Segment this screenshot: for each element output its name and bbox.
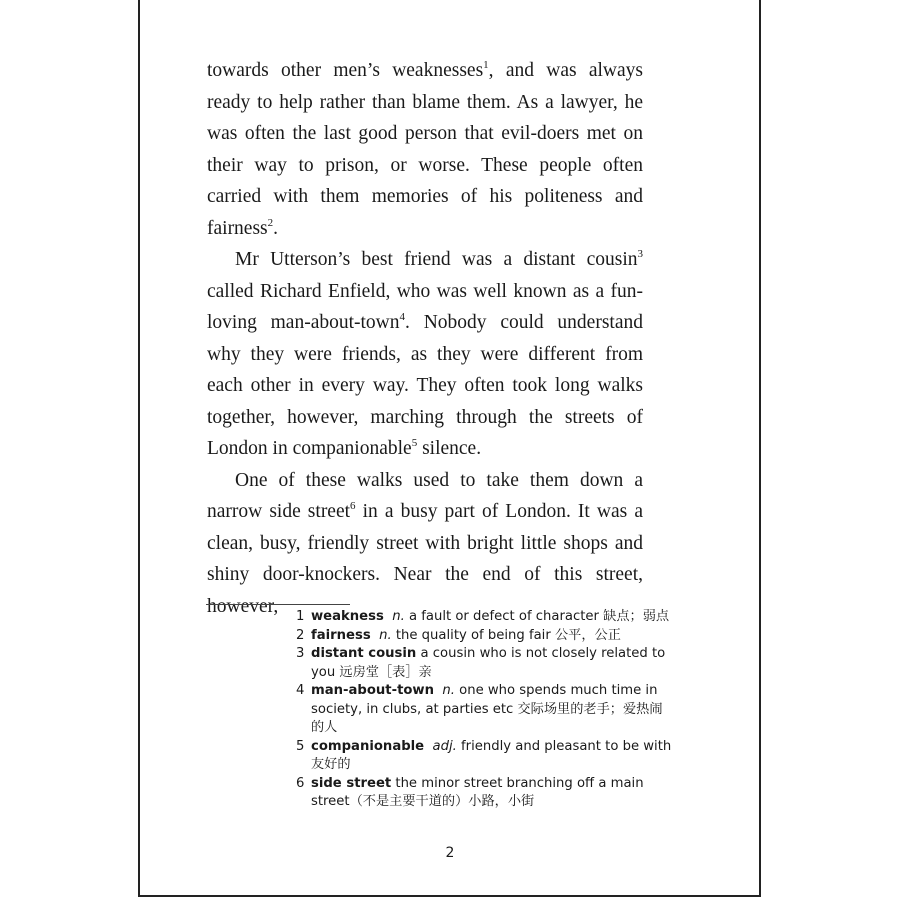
footnote-body [311, 608, 674, 627]
footnote-body [311, 775, 674, 812]
page-number: 2 [445, 845, 455, 861]
paragraph [207, 244, 643, 465]
footnote-term: weakness [311, 609, 384, 624]
footnote-item [296, 775, 674, 812]
paragraph [207, 465, 643, 623]
paragraph [207, 55, 643, 244]
paragraph-text: called Richard Enfield, who was well known as a fun-loving man-about-town [207, 280, 643, 333]
footnote-part-of-speech: n. [392, 609, 405, 624]
footnote-marker: 6 [350, 500, 356, 512]
footnotes [296, 608, 674, 812]
footnote-marker: 2 [267, 216, 274, 229]
footnote-definition: a fault or defect of character 缺点；弱点 [404, 609, 670, 624]
footnote-number: 1 [296, 609, 305, 624]
footnote-part-of-speech: n. [379, 627, 392, 643]
footnote-definition: one who spends much time in society, in clubs, at parties etc 交际场里的老手；爱热闹的人 [311, 683, 663, 735]
paragraph-text: . Nobody could understand why they were friends, as they were different from each other in every way. They often took long walks together, however, marching through the streets of London in companionable [207, 312, 643, 459]
footnote-marker: 4 [399, 311, 406, 323]
footnote-definition: a cousin who is not closely related to you 远房堂［表］亲 [311, 646, 666, 680]
paragraph-text: One of these walks used to take them down a narrow side street [207, 469, 643, 522]
footnote-number: 4 [296, 683, 305, 698]
footnote-marker: 3 [637, 248, 643, 260]
footnote-marker: 1 [483, 59, 489, 71]
footnote-definition: the minor street branching off a main street（不是主要干道的）小路，小街 [311, 775, 644, 809]
footnote-body [311, 738, 674, 775]
paragraph-text: silence. [417, 438, 482, 459]
footnote-item [296, 608, 674, 627]
footnote-definition: the quality of being fair 公平，公正 [391, 627, 621, 643]
footnote-item [296, 645, 674, 682]
footnote-term: side street [311, 775, 392, 791]
footnote-number: 3 [296, 646, 305, 661]
main-text [207, 55, 643, 622]
footnote-number: 5 [296, 738, 305, 754]
footnote-body [311, 682, 674, 738]
footnote-number: 6 [296, 775, 305, 791]
footnote-definition: friendly and pleasant to be with 友好的 [311, 738, 672, 772]
footnote-body [311, 627, 674, 646]
footnote-item [296, 627, 674, 646]
footnote-term: man-about-town [311, 683, 435, 698]
paragraph-text: , and was always ready to help rather than blame them. As a lawyer, he was often the last good person that evil-doers met on their way to prison, or worse. These people often carried with them memories of his politeness and fairness [207, 60, 643, 239]
footnote-body [311, 645, 674, 682]
footnote-part-of-speech: n. [442, 683, 455, 698]
footnote-number: 2 [296, 627, 305, 643]
footnote-term: fairness [311, 627, 371, 643]
footnote-part-of-speech: adj. [432, 738, 457, 754]
footnote-term: distant cousin [311, 646, 417, 661]
paragraph-text: in a busy part of London. It was a clean, busy, friendly street with bright little shops and shiny door-knockers. Near the end of this street, however, [207, 501, 643, 617]
paragraph-text: towards other men’s weaknesses [207, 60, 484, 81]
footnote-marker: 5 [411, 437, 418, 449]
paragraph-text: . [273, 217, 279, 239]
footnote-item [296, 738, 674, 775]
footnote-item [296, 682, 674, 738]
paragraph-text: Mr Utterson’s best friend was a distant cousin [235, 249, 638, 270]
footnote-term: companionable [311, 738, 425, 754]
footnote-divider [206, 604, 350, 605]
